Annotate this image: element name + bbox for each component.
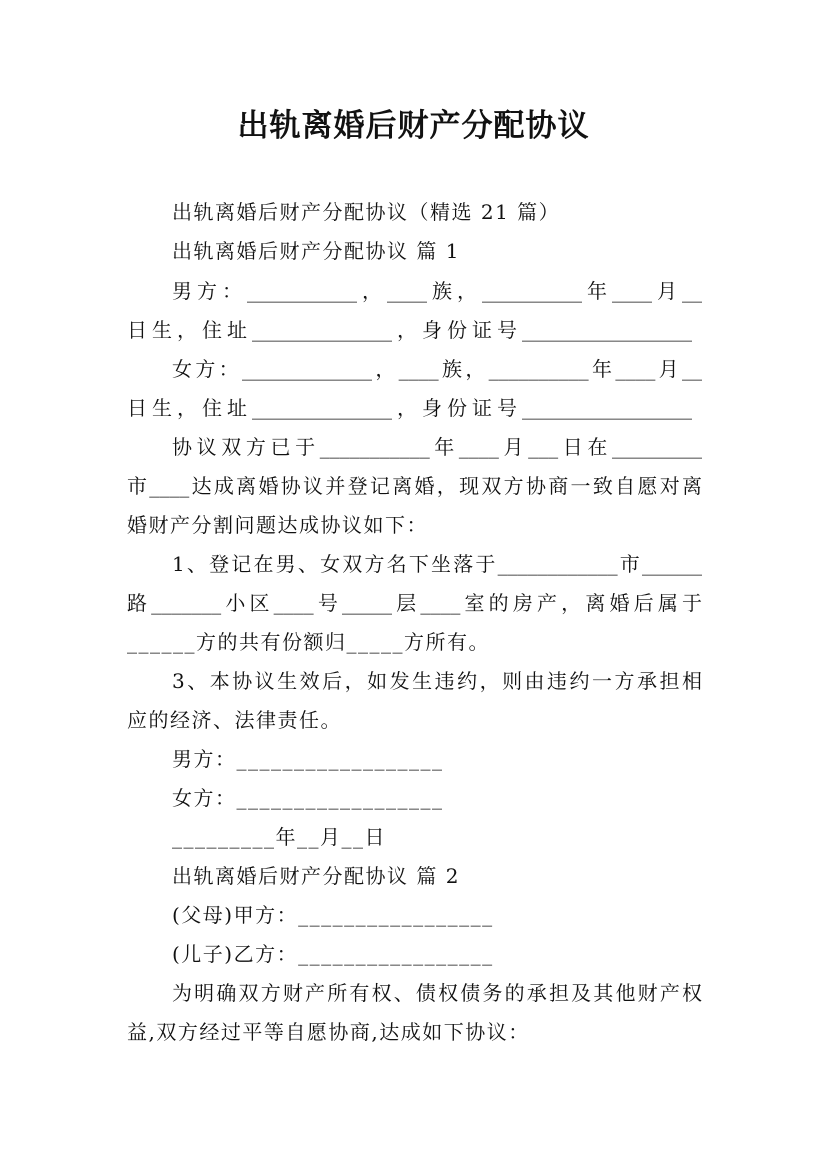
subtitle-line: 出轨离婚后财产分配协议（精选 21 篇） bbox=[172, 200, 561, 224]
female-address-line: 日生，住址______________，身份证号_________________ bbox=[127, 396, 692, 420]
document-title: 出轨离婚后财产分配协议 bbox=[237, 108, 590, 144]
date-line: _________年__月__日 bbox=[172, 825, 386, 849]
party-a-line: (父母)甲方：_________________ bbox=[172, 903, 494, 927]
clause-3-line-2: 应的经济、法律责任。 bbox=[127, 708, 342, 732]
clause-3-line-1: 3、本协议生效后，如发生违约，则由违约一方承担相 bbox=[172, 669, 702, 693]
male-signature-line: 男方：__________________ bbox=[172, 747, 444, 771]
female-party-line: 女方：_____________，____族，__________年____月__ bbox=[172, 357, 702, 381]
agreement-intro-line-1: 协议双方已于___________年____月___日在_________ bbox=[172, 435, 702, 459]
purpose-line-2: 益,双方经过平等自愿协商,达成如下协议： bbox=[127, 1020, 530, 1044]
section-heading-1: 出轨离婚后财产分配协议 篇 1 bbox=[172, 239, 460, 263]
section-heading-2: 出轨离婚后财产分配协议 篇 2 bbox=[172, 864, 460, 888]
clause-1-line-1: 1、登记在男、女双方名下坐落于____________市______ bbox=[172, 552, 702, 576]
agreement-intro-line-3: 婚财产分割问题达成协议如下： bbox=[127, 513, 428, 537]
clause-1-line-2: 路_______小区____号_____层____室的房产，离婚后属于 bbox=[127, 591, 702, 615]
purpose-line-1: 为明确双方财产所有权、债权债务的承担及其他财产权 bbox=[172, 981, 702, 1005]
male-address-line: 日生，住址______________，身份证号_________________ bbox=[127, 318, 692, 342]
female-signature-line: 女方：__________________ bbox=[172, 786, 444, 810]
clause-1-line-3: ______方的共有份额归_____方所有。 bbox=[127, 630, 490, 654]
party-b-line: (儿子)乙方：_________________ bbox=[172, 942, 494, 966]
agreement-intro-line-2: 市____达成离婚协议并登记离婚，现双方协商一致自愿对离 bbox=[127, 474, 702, 498]
male-party-line: 男方：___________，____族，__________年____月__ bbox=[172, 279, 702, 303]
